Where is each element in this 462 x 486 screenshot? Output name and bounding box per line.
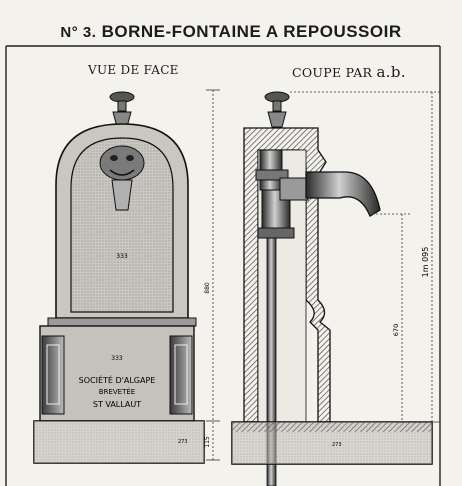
- front-base-dimension: 115: [204, 436, 211, 448]
- section-caption-prefix: COUPE PAR: [292, 65, 377, 80]
- plate-title-text: BORNE-FONTAINE A REPOUSSOIR: [101, 22, 402, 41]
- section-inner-dimension: 670: [392, 323, 400, 337]
- front-panel-mark: 333: [116, 253, 128, 260]
- section-caption-ab: a.b.: [376, 63, 406, 81]
- inscription-line-1: SOCIÉTÉ D'ALGAPE: [78, 376, 156, 385]
- front-view: [34, 90, 220, 463]
- section-base-mark: 273: [332, 442, 342, 448]
- front-view-caption: VUE DE FACE: [88, 63, 179, 77]
- front-cap-knob: [110, 92, 134, 127]
- plate-number: N° 3.: [60, 24, 97, 41]
- front-lower-mark: 333: [111, 355, 123, 362]
- inscription-line-3: ST VALLAUT: [92, 400, 142, 409]
- front-base-mark: 273: [178, 439, 188, 445]
- front-height-dimension: 880: [204, 282, 211, 294]
- front-lower-right-pilaster: [170, 336, 192, 414]
- section-view: [232, 92, 440, 486]
- section-cap-knob: [265, 92, 289, 127]
- front-dimension-lines: [206, 90, 220, 460]
- inscription-line-2: BREVETÉE: [98, 388, 136, 396]
- section-outer-dimension: 1m 095: [421, 246, 430, 278]
- front-plinth-cap: [48, 318, 196, 326]
- front-lower-left-pilaster: [42, 336, 64, 414]
